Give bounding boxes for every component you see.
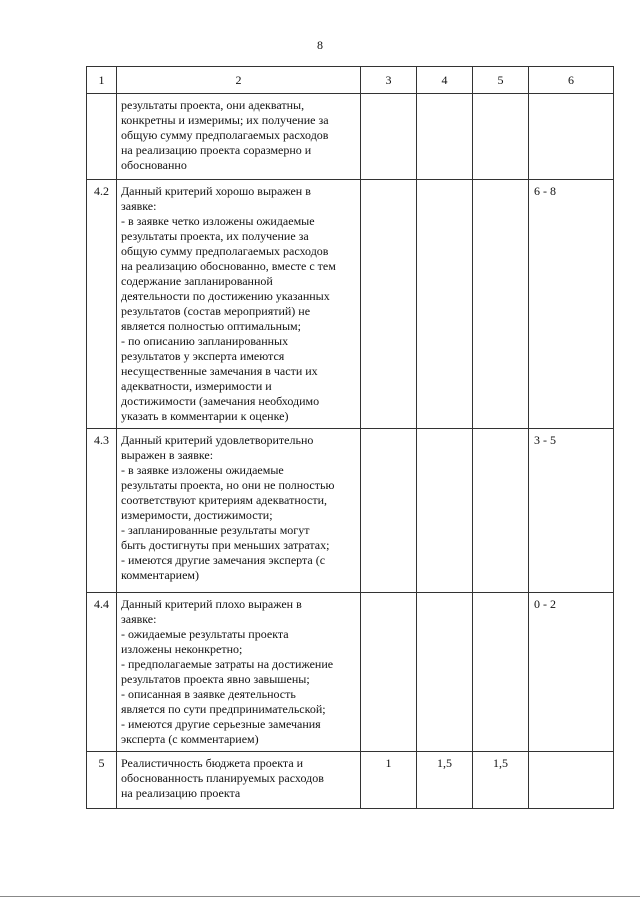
score-cell-c4 (417, 94, 473, 180)
description-line: на реализацию проекта соразмерно и (121, 143, 312, 157)
description-line: - по описанию запланированных (121, 334, 289, 348)
score-cell-c4: 1,5 (417, 752, 473, 809)
score-cell-c3 (361, 593, 417, 752)
score-cell-c3: 1 (361, 752, 417, 809)
header-cell: 5 (473, 67, 529, 94)
criterion-description (117, 593, 361, 752)
page-bottom-rule (0, 896, 640, 897)
description-line: комментарием) (121, 568, 199, 582)
description-line: - запланированные результаты могут (121, 523, 310, 537)
description-line: обоснованно (121, 158, 187, 172)
description-line: результаты проекта, их получение за (121, 229, 309, 243)
description-line: адекватности, измеримости и (121, 379, 272, 393)
criterion-number: 5 (87, 752, 117, 809)
description-line: - в заявке изложены ожидаемые (121, 463, 284, 477)
description-line: результатов проекта явно завышены; (121, 672, 310, 686)
criteria-table (86, 66, 614, 809)
criterion-description (117, 752, 361, 809)
criterion-description (117, 94, 361, 180)
score-cell-c4 (417, 593, 473, 752)
description-line: несущественные замечания в части их (121, 364, 318, 378)
score-cell-c5 (473, 593, 529, 752)
header-cell: 1 (87, 67, 117, 94)
criterion-number (87, 94, 117, 180)
header-cell: 6 (529, 67, 614, 94)
score-cell-c4 (417, 429, 473, 593)
score-cell-c3 (361, 180, 417, 429)
description-line: заявке: (121, 612, 157, 626)
description-line: обоснованность планируемых расходов (121, 771, 324, 785)
description-line: Данный критерий хорошо выражен в (121, 184, 311, 198)
description-line: соответствуют критериям адекватности, (121, 493, 328, 507)
score-cell-c5: 1,5 (473, 752, 529, 809)
score-cell-c5 (473, 180, 529, 429)
criterion-number: 4.3 (87, 429, 117, 593)
description-line: эксперта (с комментарием) (121, 732, 259, 746)
criterion-description (117, 429, 361, 593)
table-row (87, 429, 614, 593)
description-line: Реалистичность бюджета проекта и (121, 756, 304, 770)
criterion-number: 4.4 (87, 593, 117, 752)
description-line: результаты проекта, они адекватны, (121, 98, 305, 112)
description-line: является полностью оптимальным; (121, 319, 301, 333)
score-range-cell (529, 94, 614, 180)
description-line: заявке: (121, 199, 157, 213)
score-range-cell: 3 - 5 (529, 429, 614, 593)
description-line: выражен в заявке: (121, 448, 214, 462)
description-line: - ожидаемые результаты проекта (121, 627, 289, 641)
score-cell-c3 (361, 429, 417, 593)
table-row (87, 94, 614, 180)
score-cell-c5 (473, 429, 529, 593)
description-line: - описанная в заявке деятельность (121, 687, 296, 701)
description-line: - имеются другие серьезные замечания (121, 717, 321, 731)
description-line: изложены неконкретно; (121, 642, 243, 656)
page-number: 8 (317, 38, 323, 52)
table-row (87, 593, 614, 752)
criterion-number: 4.2 (87, 180, 117, 429)
table-header-row (87, 67, 614, 94)
description-line: достижимости (замечания необходимо (121, 394, 320, 408)
description-line: общую сумму предполагаемых расходов (121, 244, 329, 258)
description-line: на реализацию проекта (121, 786, 241, 800)
score-range-cell: 0 - 2 (529, 593, 614, 752)
score-cell-c3 (361, 94, 417, 180)
criterion-description (117, 180, 361, 429)
description-line: на реализацию обоснованно, вместе с тем (121, 259, 336, 273)
description-line: результаты проекта, но они не полностью (121, 478, 335, 492)
description-line: конкретны и измеримы; их получение за (121, 113, 329, 127)
description-line: Данный критерий плохо выражен в (121, 597, 302, 611)
table-row (87, 180, 614, 429)
table-row (87, 752, 614, 809)
header-cell: 4 (417, 67, 473, 94)
description-line: результатов (состав мероприятий) не (121, 304, 311, 318)
score-cell-c5 (473, 94, 529, 180)
score-range-cell: 6 - 8 (529, 180, 614, 429)
description-line: деятельности по достижению указанных (121, 289, 330, 303)
description-line: - предполагаемые затраты на достижение (121, 657, 334, 671)
description-line: указать в комментарии к оценке) (121, 409, 289, 423)
description-line: результатов у эксперта имеются (121, 349, 285, 363)
header-cell: 3 (361, 67, 417, 94)
description-line: является по сути предпринимательской; (121, 702, 326, 716)
score-range-cell (529, 752, 614, 809)
description-line: - в заявке четко изложены ожидаемые (121, 214, 315, 228)
score-cell-c4 (417, 180, 473, 429)
header-cell: 2 (117, 67, 361, 94)
description-line: Данный критерий удовлетворительно (121, 433, 314, 447)
description-line: измеримости, достижимости; (121, 508, 273, 522)
description-line: - имеются другие замечания эксперта (с (121, 553, 326, 567)
description-line: содержание запланированной (121, 274, 273, 288)
description-line: быть достигнуты при меньших затратах; (121, 538, 330, 552)
description-line: общую сумму предполагаемых расходов (121, 128, 329, 142)
